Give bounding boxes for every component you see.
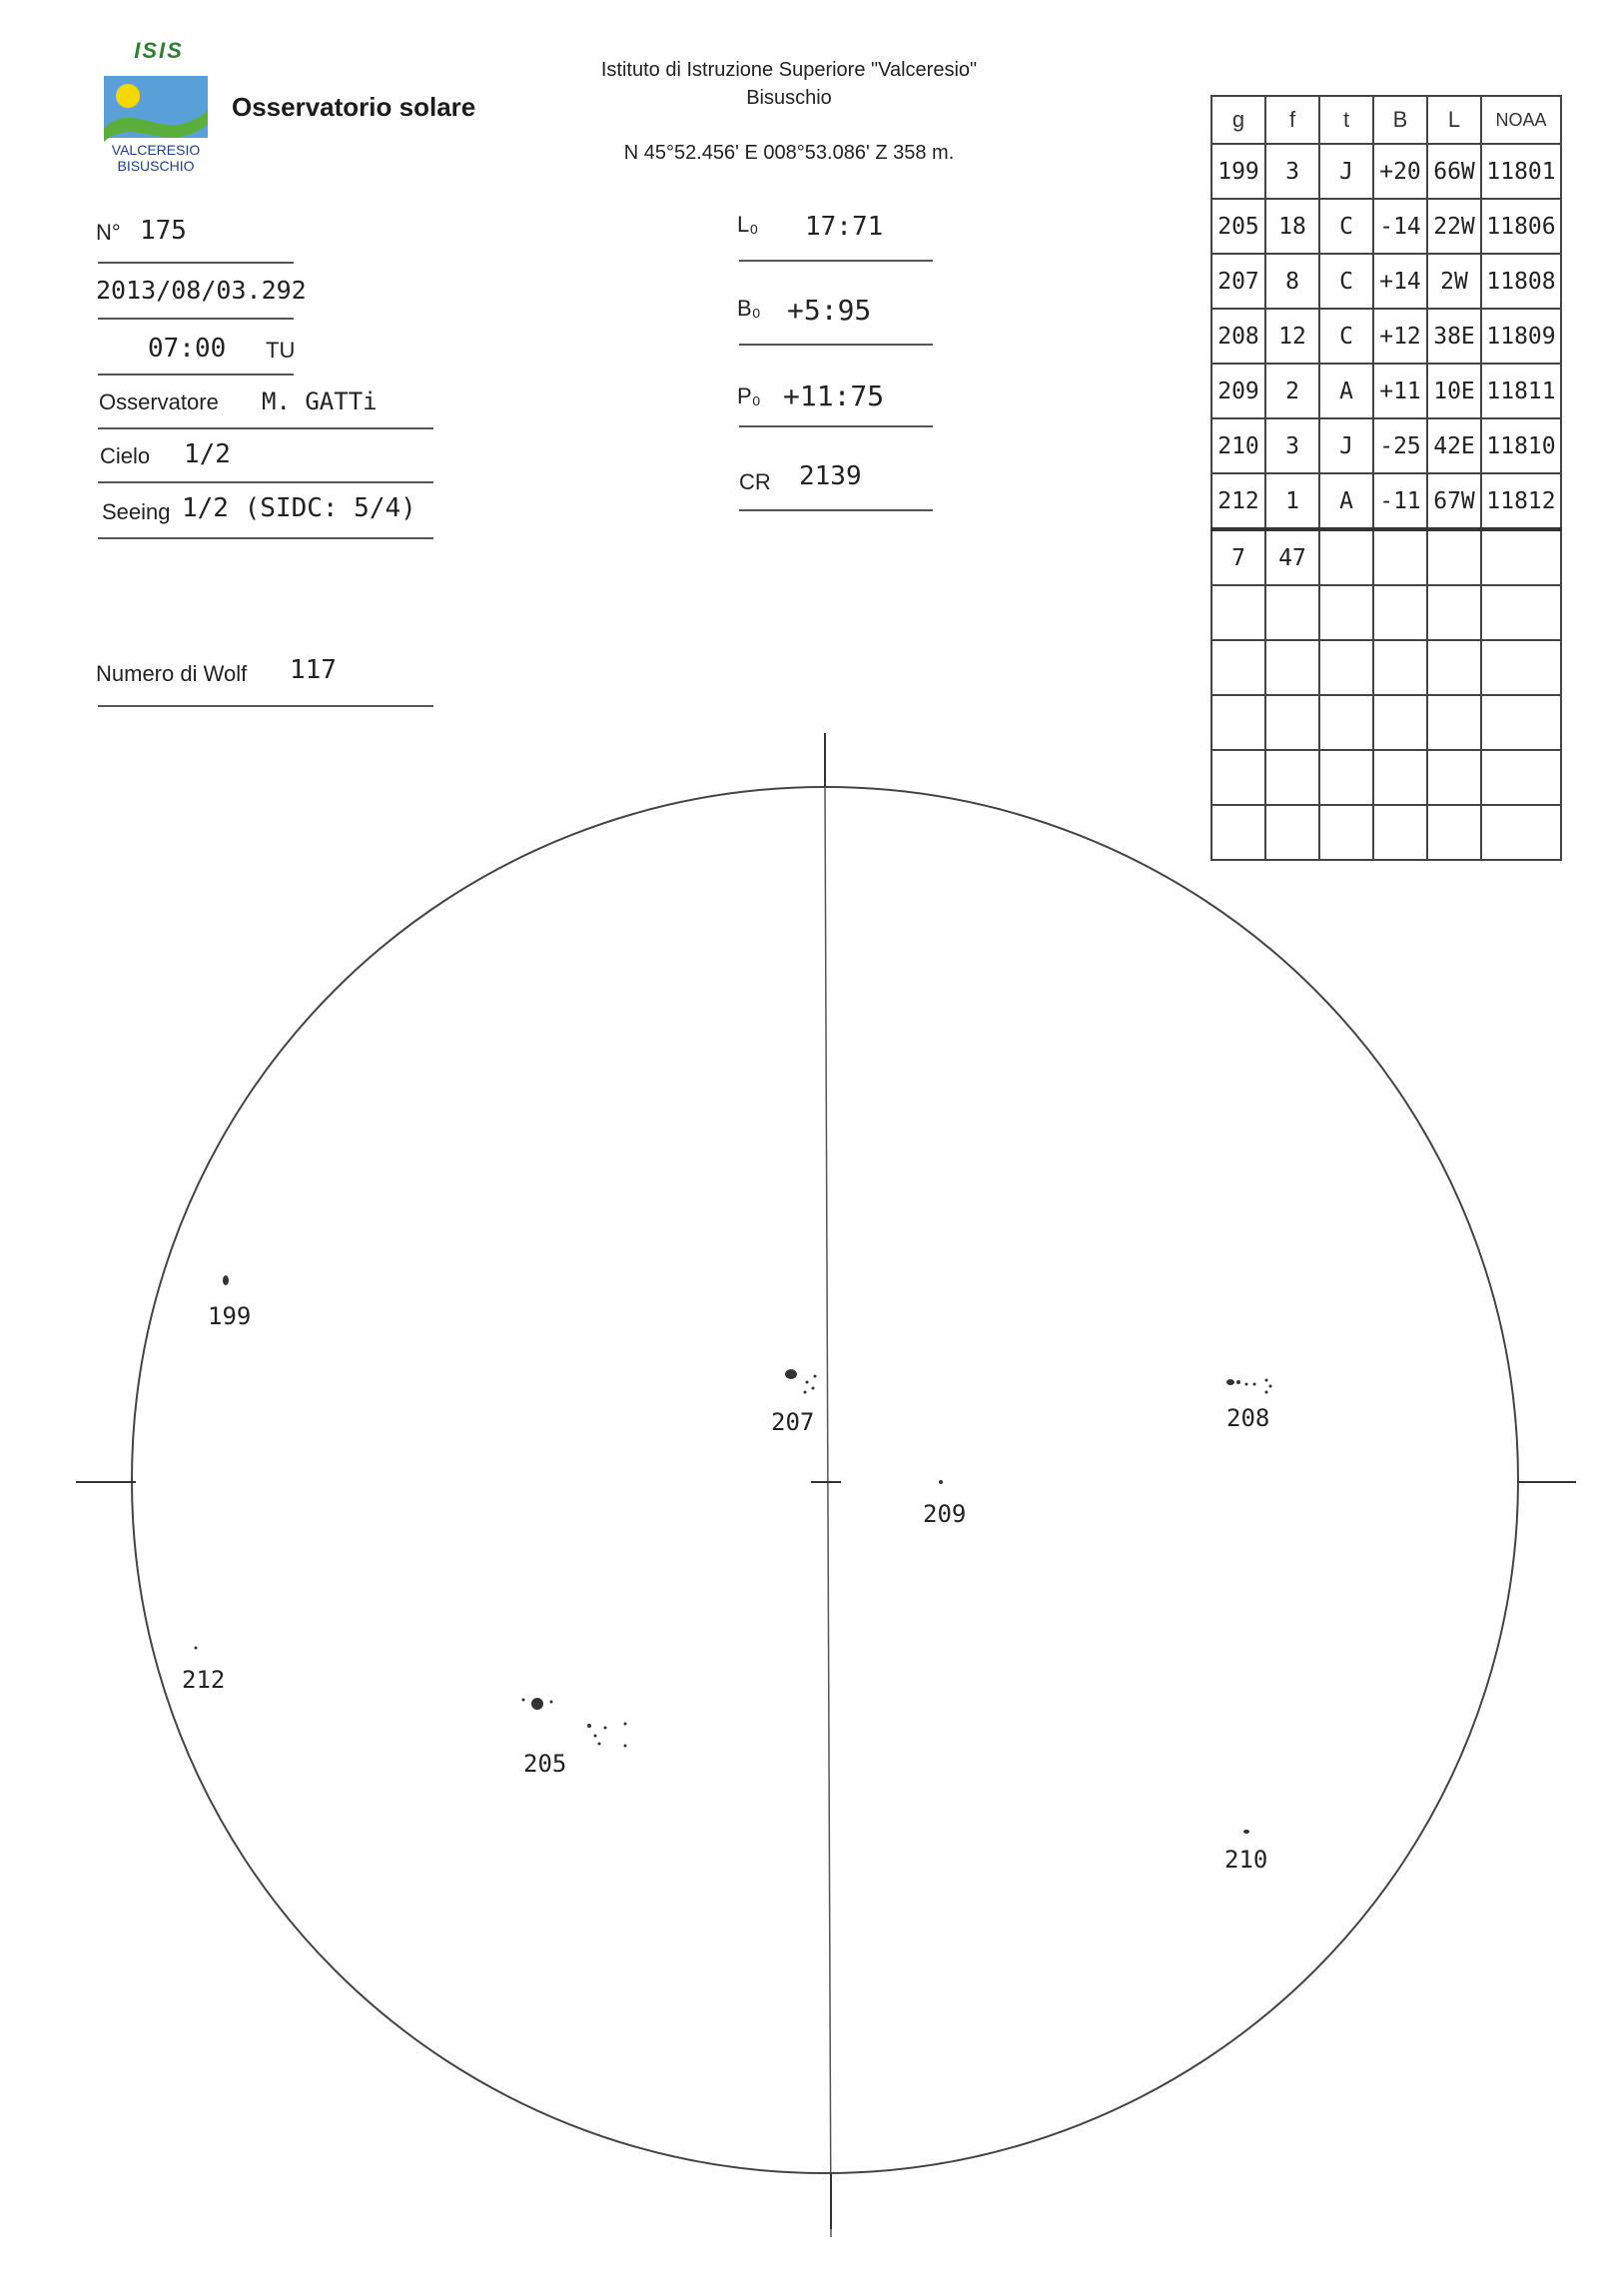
cell-noaa: 11801 bbox=[1481, 144, 1561, 199]
sunspot-mark bbox=[624, 1723, 627, 1726]
seeing-value: 1/2 (SIDC: 5/4) bbox=[182, 493, 416, 523]
sunspot-group-label: 205 bbox=[523, 1750, 567, 1778]
sunspot-groups-layer bbox=[182, 1275, 1272, 1874]
cr-label: CR bbox=[739, 469, 771, 494]
cell-g: 209 bbox=[1211, 364, 1265, 418]
sky-label: Cielo bbox=[100, 443, 151, 468]
cell-g: 207 bbox=[1211, 254, 1265, 309]
cell-noaa: 11809 bbox=[1481, 309, 1561, 364]
institute-line2: Bisuschio bbox=[746, 87, 832, 109]
sunspot-mark bbox=[550, 1701, 553, 1704]
sunspot-group-label: 208 bbox=[1226, 1404, 1270, 1432]
sunspot-mark bbox=[1226, 1379, 1234, 1385]
cell-f: 2 bbox=[1265, 364, 1319, 418]
sunspot-group-207 bbox=[771, 1369, 817, 1436]
cell-g: 199 bbox=[1211, 144, 1265, 199]
cell-t: C bbox=[1319, 309, 1373, 364]
header-noaa: NOAA bbox=[1481, 96, 1561, 144]
sunspot-mark bbox=[814, 1375, 817, 1378]
cell-b: +14 bbox=[1373, 254, 1427, 309]
sky-value: 1/2 bbox=[184, 439, 231, 469]
institute-line1: Istituto di Istruzione Superiore "Valceresio" bbox=[600, 59, 978, 81]
observer-value: M. GATTi bbox=[262, 387, 378, 415]
observatory-title: Osservatorio solare bbox=[232, 92, 476, 122]
sunspot-mark bbox=[806, 1381, 809, 1384]
sunspot-mark bbox=[1269, 1385, 1272, 1388]
cell-b: -14 bbox=[1373, 199, 1427, 254]
sunspot-group-210 bbox=[1224, 1830, 1267, 1874]
cell-noaa: 11810 bbox=[1481, 418, 1561, 473]
solar-disk-outline bbox=[132, 787, 1518, 2173]
p0-value: +11:75 bbox=[783, 380, 885, 412]
sunspot-mark bbox=[1236, 1380, 1240, 1384]
time-unit: TU bbox=[266, 338, 296, 363]
sunspot-mark bbox=[1265, 1391, 1268, 1394]
sunspot-group-label: 209 bbox=[923, 1500, 967, 1528]
cell-l: 38E bbox=[1427, 309, 1481, 364]
date-value: 2013/08/03.292 bbox=[96, 276, 307, 305]
wolf-label: Numero di Wolf bbox=[96, 661, 248, 686]
sunspot-mark bbox=[785, 1369, 797, 1379]
sunspot-mark bbox=[594, 1735, 597, 1738]
p0-label: P₀ bbox=[737, 383, 761, 408]
sunspot-group-209 bbox=[923, 1480, 966, 1528]
cell-f: 12 bbox=[1265, 309, 1319, 364]
sunspot-mark bbox=[1253, 1383, 1256, 1386]
cell-noaa: 11806 bbox=[1481, 199, 1561, 254]
cell-noaa: 11812 bbox=[1481, 473, 1561, 529]
cell-g: 210 bbox=[1211, 418, 1265, 473]
cell-b: +12 bbox=[1373, 309, 1427, 364]
cell-l: 2W bbox=[1427, 254, 1481, 309]
sunspot-mark bbox=[587, 1724, 591, 1728]
sunspot-mark bbox=[1245, 1383, 1248, 1386]
sunspot-group-label: 207 bbox=[771, 1408, 815, 1436]
header-g: g bbox=[1211, 96, 1265, 144]
sunspot-group-label: 199 bbox=[208, 1302, 252, 1330]
cell-noaa: 11811 bbox=[1481, 364, 1561, 418]
sunspot-mark bbox=[1265, 1379, 1268, 1382]
header-l: L bbox=[1427, 96, 1481, 144]
cell-b: +20 bbox=[1373, 144, 1427, 199]
logo-school-line1: VALCERESIO bbox=[111, 142, 201, 158]
number-value: 175 bbox=[140, 216, 187, 246]
sunspot-mark bbox=[804, 1391, 807, 1394]
cell-f: 8 bbox=[1265, 254, 1319, 309]
sunspot-mark bbox=[531, 1698, 543, 1710]
cell-t: C bbox=[1319, 199, 1373, 254]
header-f: f bbox=[1265, 96, 1319, 144]
sunspot-group-label: 212 bbox=[182, 1666, 226, 1694]
seeing-label: Seeing bbox=[102, 499, 171, 524]
sunspot-group-212 bbox=[182, 1647, 225, 1695]
cell-b: +11 bbox=[1373, 364, 1427, 418]
sunspot-mark bbox=[939, 1480, 943, 1484]
central-meridian-line bbox=[825, 787, 831, 2237]
total-cell-g: 7 bbox=[1211, 529, 1265, 585]
cell-b: -25 bbox=[1373, 418, 1427, 473]
cell-g: 212 bbox=[1211, 473, 1265, 529]
sunspot-mark bbox=[598, 1743, 601, 1746]
cell-g: 205 bbox=[1211, 199, 1265, 254]
cell-t: A bbox=[1319, 364, 1373, 418]
header-t: t bbox=[1319, 96, 1373, 144]
b0-value: +5:95 bbox=[787, 294, 872, 327]
cell-f: 3 bbox=[1265, 144, 1319, 199]
b0-label: B₀ bbox=[737, 296, 761, 321]
cell-noaa: 11808 bbox=[1481, 254, 1561, 309]
sunspot-mark bbox=[812, 1387, 815, 1390]
site-coordinates: N 45°52.456' E 008°53.086' Z 358 m. bbox=[623, 142, 955, 164]
sunspot-group-199 bbox=[208, 1275, 251, 1330]
total-cell-f: 47 bbox=[1265, 529, 1319, 585]
cell-t: J bbox=[1319, 418, 1373, 473]
cell-f: 1 bbox=[1265, 473, 1319, 529]
sunspot-mark bbox=[604, 1727, 607, 1730]
cell-f: 18 bbox=[1265, 199, 1319, 254]
cell-l: 22W bbox=[1427, 199, 1481, 254]
number-label: N° bbox=[96, 220, 121, 245]
sunspot-mark bbox=[195, 1647, 198, 1650]
l0-label: L₀ bbox=[737, 212, 759, 237]
sunspot-mark bbox=[522, 1699, 525, 1702]
sunspot-mark bbox=[1243, 1830, 1249, 1834]
cell-l: 10E bbox=[1427, 364, 1481, 418]
l0-value: 17:71 bbox=[805, 212, 884, 242]
cell-f: 3 bbox=[1265, 418, 1319, 473]
header-b: B bbox=[1373, 96, 1427, 144]
sunspot-group-label: 210 bbox=[1224, 1846, 1268, 1874]
cr-value: 2139 bbox=[799, 461, 862, 491]
logo-school-line2: BISUSCHIO bbox=[117, 158, 195, 174]
cell-l: 66W bbox=[1427, 144, 1481, 199]
cell-l: 42E bbox=[1427, 418, 1481, 473]
cell-t: C bbox=[1319, 254, 1373, 309]
logo-brand-text: ISIS bbox=[134, 38, 184, 63]
sunspot-group-205 bbox=[522, 1698, 627, 1778]
cell-g: 208 bbox=[1211, 309, 1265, 364]
sunspot-group-208 bbox=[1226, 1379, 1272, 1433]
cell-l: 67W bbox=[1427, 473, 1481, 529]
cell-t: J bbox=[1319, 144, 1373, 199]
cell-b: -11 bbox=[1373, 473, 1427, 529]
observer-label: Osservatore bbox=[99, 389, 219, 414]
sunspot-mark bbox=[223, 1275, 229, 1285]
sunspot-mark bbox=[624, 1745, 627, 1748]
wolf-value: 117 bbox=[290, 655, 337, 685]
cell-t: A bbox=[1319, 473, 1373, 529]
time-value: 07:00 bbox=[148, 334, 227, 364]
